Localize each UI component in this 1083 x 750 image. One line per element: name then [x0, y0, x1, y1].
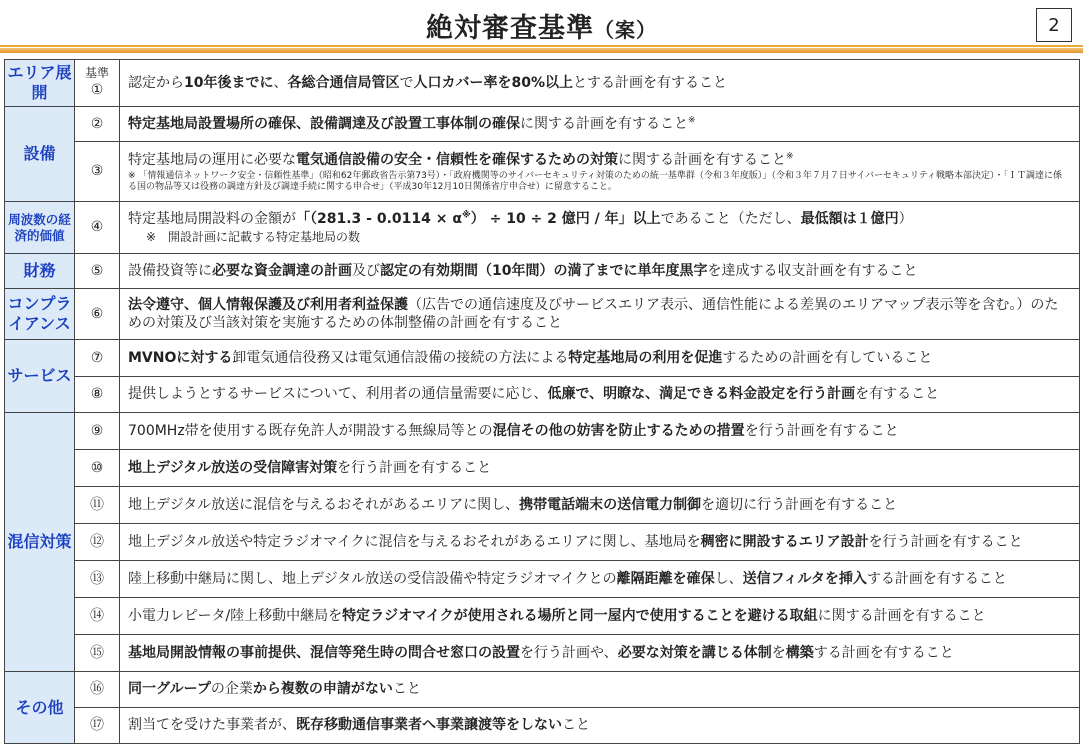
- criterion-main-text: 提供しようとするサービスについて、利用者の通信量需要に応じ、低廉で、明瞭な、満足できる料金設定を行う計画を有すること: [128, 386, 940, 403]
- table-row: [5, 340, 1080, 377]
- criterion-text: [120, 524, 1080, 561]
- title-divider-band: [0, 48, 1083, 53]
- table-row: [5, 487, 1080, 524]
- category-area: エリア展開: [5, 60, 75, 107]
- category-finance: 財務: [5, 254, 75, 289]
- criterion-number: ⑨: [75, 413, 120, 450]
- criterion-number: ⑫: [75, 524, 120, 561]
- criterion-main-text: 特定基地局設置場所の確保、設備調達及び設置工事体制の確保に関する計画を有すること※: [128, 115, 696, 132]
- criterion-text: [120, 254, 1080, 289]
- criterion-number: 基準 ①: [75, 60, 120, 107]
- criterion-text: [120, 635, 1080, 672]
- criterion-text: [120, 598, 1080, 635]
- criterion-number: ③: [75, 142, 120, 202]
- table-row: [5, 672, 1080, 708]
- table-row: [5, 413, 1080, 450]
- criterion-note: ※ 開設計画に記載する特定基地局の数: [146, 230, 361, 245]
- title-divider: [0, 45, 1083, 47]
- criterion-main-text: 特定基地局の運用に必要な電気通信設備の安全・信頼性を確保するための対策に関する計画を有すること※: [128, 150, 794, 168]
- table-row: [5, 254, 1080, 289]
- criterion-text: [120, 107, 1080, 142]
- criterion-number: ⑪: [75, 487, 120, 524]
- category-other: その他: [5, 672, 75, 744]
- category-spectrum: 周波数の経済的価値: [5, 202, 75, 254]
- page-number: 2: [1036, 8, 1072, 42]
- criterion-number: ⑦: [75, 340, 120, 377]
- criterion-main-text: 認定から10年後までに、各総合通信局管区で人口カバー率を80%以上とする計画を有すること: [128, 74, 727, 91]
- criterion-text: [120, 561, 1080, 598]
- criterion-note: ※ 「情報通信ネットワーク安全・信頼性基準」（昭和62年郵政省告示第73号）・「政府機関等のサイバーセキュリティ対策のための統一基準群（令和３年度版）」（令和３年７月７日サイバーセキュリティ戦略本部決定）・「ＩＴ調達に係る国の物品等又は役務の調達方針及び調達手続に関する申合せ」（平成30年12月10日関係省庁申合せ）に留意すること。: [128, 170, 1063, 192]
- criterion-number: ⑧: [75, 377, 120, 413]
- criterion-number: ⑯: [75, 672, 120, 708]
- criterion-text: [120, 450, 1080, 487]
- table-row: [5, 561, 1080, 598]
- criterion-main-text: MVNOに対する卸電気通信役務又は電気通信設備の接続の方法による特定基地局の利用を促進するための計画を有していること: [128, 349, 933, 366]
- table-row: [5, 708, 1080, 744]
- criterion-text: [120, 289, 1080, 340]
- table-row: [5, 107, 1080, 142]
- criterion-text: [120, 672, 1080, 708]
- category-service: サービス: [5, 340, 75, 413]
- criterion-main-text: 特定基地局開設料の金額が「（281.3 - 0.0114 × α※） ÷ 10 ÷ 2 億円 / 年」以上であること（ただし、最低額は１億円）: [128, 210, 913, 228]
- criterion-main-text: 700MHz帯を使用する既存免許人が開設する無線局等との混信その他の妨害を防止するための措置を行う計画を有すること: [128, 422, 899, 439]
- table-row: [5, 598, 1080, 635]
- table-row: [5, 377, 1080, 413]
- table-row: [5, 450, 1080, 487]
- criterion-text: [120, 487, 1080, 524]
- criterion-main-text: 法令遵守、個人情報保護及び利用者利益保護（広告での通信速度及びサービスエリア表示、通信性能による差異のエリアマップ表示等を含む。）のための対策及び当該対策を実施するための体制整備の計画を有すること: [128, 296, 1059, 331]
- criterion-text: [120, 340, 1080, 377]
- criterion-main-text: 基地局開設情報の事前提供、混信等発生時の問合せ窓口の設置を行う計画や、必要な対策を講じる体制を構築する計画を有すること: [128, 644, 954, 661]
- criterion-main-text: 地上デジタル放送に混信を与えるおそれがあるエリアに関し、携帯電話端末の送信電力制御を適切に行う計画を有すること: [128, 496, 898, 513]
- table-row: [5, 635, 1080, 672]
- table-row: [5, 142, 1080, 202]
- table-row: [5, 524, 1080, 561]
- criterion-main-text: 地上デジタル放送の受信障害対策を行う計画を有すること: [128, 459, 492, 476]
- criteria-table: [4, 59, 1080, 744]
- criterion-number: ⑥: [75, 289, 120, 340]
- criterion-main-text: 同一グループの企業から複数の申請がないこと: [128, 681, 421, 698]
- criterion-number: ⑤: [75, 254, 120, 289]
- criterion-number: ②: [75, 107, 120, 142]
- criterion-number: ④: [75, 202, 120, 254]
- criterion-number: ⑭: [75, 598, 120, 635]
- criterion-text: [120, 708, 1080, 744]
- page-title: 絶対審査基準（案）: [426, 13, 657, 44]
- criterion-number: ⑰: [75, 708, 120, 744]
- criterion-main-text: 地上デジタル放送や特定ラジオマイクに混信を与えるおそれがあるエリアに関し、基地局を稠密に開設するエリア設計を行う計画を有すること: [128, 533, 1023, 550]
- criterion-number: ⑮: [75, 635, 120, 672]
- table-row: [5, 289, 1080, 340]
- category-compliance: コンプライアンス: [5, 289, 75, 340]
- criterion-number: ⑩: [75, 450, 120, 487]
- criterion-text: [120, 413, 1080, 450]
- criterion-number: ⑬: [75, 561, 120, 598]
- criterion-text: [120, 202, 1080, 254]
- criterion-main-text: 設備投資等に必要な資金調達の計画及び認定の有効期間（10年間）の満了までに単年度黒字を達成する収支計画を有すること: [128, 262, 918, 279]
- criterion-main-text: 陸上移動中継局に関し、地上デジタル放送の受信設備や特定ラジオマイクとの離隔距離を確保し、送信フィルタを挿入する計画を有すること: [128, 570, 1007, 587]
- criterion-main-text: 割当てを受けた事業者が、既存移動通信事業者へ事業譲渡等をしないこと: [128, 717, 590, 734]
- criterion-main-text: 小電力レピータ/陸上移動中継局を特定ラジオマイクが使用される場所と同一屋内で使用することを避ける取組に関する計画を有すること: [128, 607, 986, 624]
- category-equipment: 設備: [5, 107, 75, 202]
- criterion-text: [120, 377, 1080, 413]
- criterion-text: [120, 60, 1080, 107]
- criterion-text: [120, 142, 1080, 202]
- table-row: [5, 60, 1080, 107]
- category-interference: 混信対策: [5, 413, 75, 672]
- table-row: [5, 202, 1080, 254]
